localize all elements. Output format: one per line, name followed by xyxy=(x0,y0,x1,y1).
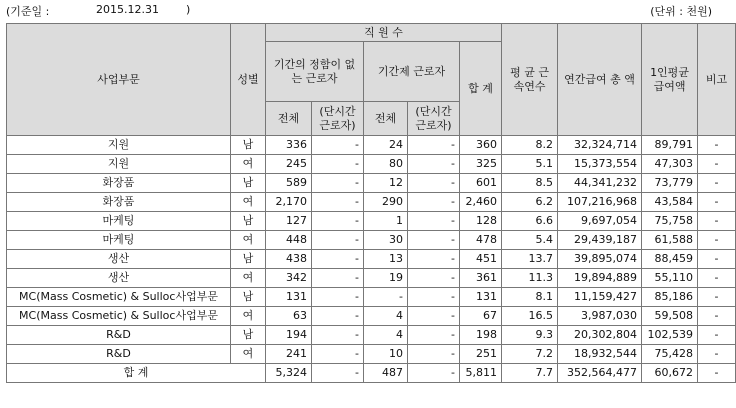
sum-cell: 2,460 xyxy=(460,193,502,212)
gender-cell: 여 xyxy=(231,269,266,288)
perm-part-cell: - xyxy=(312,231,364,250)
annual-pay-cell: 15,373,554 xyxy=(558,155,642,174)
sum-cell: 131 xyxy=(460,288,502,307)
table-row xyxy=(7,288,736,307)
perm-part-cell: - xyxy=(312,174,364,193)
remark-cell: - xyxy=(698,212,736,231)
con-total-cell: 13 xyxy=(364,250,408,269)
col-perm-part: (단시간 근로자) xyxy=(312,102,364,136)
annual-pay-cell: 29,439,187 xyxy=(558,231,642,250)
annual-pay-cell: 19,894,889 xyxy=(558,269,642,288)
con-part-cell: - xyxy=(408,250,460,269)
con-part-cell: - xyxy=(408,174,460,193)
col-division: 사업부문 xyxy=(7,24,231,136)
table-row xyxy=(7,269,736,288)
per-capita-cell: 102,539 xyxy=(642,326,698,345)
perm-part-cell: - xyxy=(312,250,364,269)
remark-cell: - xyxy=(698,345,736,364)
table-row xyxy=(7,326,736,345)
remark-cell: - xyxy=(698,326,736,345)
col-sum: 합 계 xyxy=(460,42,502,136)
avg-years-cell: 5.4 xyxy=(502,231,558,250)
gender-cell: 여 xyxy=(231,231,266,250)
total-con-part-cell: - xyxy=(408,364,460,383)
con-part-cell: - xyxy=(408,155,460,174)
con-total-cell: 4 xyxy=(364,307,408,326)
per-capita-cell: 75,428 xyxy=(642,345,698,364)
perm-part-cell: - xyxy=(312,155,364,174)
perm-total-cell: 438 xyxy=(266,250,312,269)
col-gender: 성별 xyxy=(231,24,266,136)
per-capita-cell: 89,791 xyxy=(642,136,698,155)
sum-cell: 325 xyxy=(460,155,502,174)
perm-part-cell: - xyxy=(312,326,364,345)
gender-cell: 여 xyxy=(231,193,266,212)
perm-total-cell: 342 xyxy=(266,269,312,288)
sum-cell: 128 xyxy=(460,212,502,231)
annual-pay-cell: 107,216,968 xyxy=(558,193,642,212)
col-employees: 직 원 수 xyxy=(266,24,502,42)
division-cell: 지원 xyxy=(7,136,231,155)
table-row xyxy=(7,212,736,231)
avg-years-cell: 11.3 xyxy=(502,269,558,288)
con-total-cell: 10 xyxy=(364,345,408,364)
perm-part-cell: - xyxy=(312,307,364,326)
division-cell: R&D xyxy=(7,326,231,345)
table-row xyxy=(7,231,736,250)
perm-total-cell: 245 xyxy=(266,155,312,174)
sum-cell: 67 xyxy=(460,307,502,326)
con-total-cell: 30 xyxy=(364,231,408,250)
date-value: 2015.12.31 xyxy=(96,3,159,16)
perm-total-cell: 127 xyxy=(266,212,312,231)
con-part-cell: - xyxy=(408,136,460,155)
total-avg-years-cell: 7.7 xyxy=(502,364,558,383)
per-capita-cell: 43,584 xyxy=(642,193,698,212)
gender-cell: 여 xyxy=(231,345,266,364)
con-total-cell: 12 xyxy=(364,174,408,193)
annual-pay-cell: 18,932,544 xyxy=(558,345,642,364)
col-permanent: 기간의 정함이 없는 근로자 xyxy=(266,42,364,102)
perm-part-cell: - xyxy=(312,288,364,307)
con-total-cell: 290 xyxy=(364,193,408,212)
gender-cell: 남 xyxy=(231,250,266,269)
remark-cell: - xyxy=(698,155,736,174)
total-label: 합 계 xyxy=(7,364,266,383)
con-total-cell: 1 xyxy=(364,212,408,231)
table-row xyxy=(7,136,736,155)
con-part-cell: - xyxy=(408,288,460,307)
avg-years-cell: 8.2 xyxy=(502,136,558,155)
per-capita-cell: 61,588 xyxy=(642,231,698,250)
annual-pay-cell: 3,987,030 xyxy=(558,307,642,326)
perm-total-cell: 336 xyxy=(266,136,312,155)
table-row xyxy=(7,250,736,269)
table-row xyxy=(7,193,736,212)
col-con-part: (단시간 근로자) xyxy=(408,102,460,136)
total-row xyxy=(7,364,736,383)
avg-years-cell: 6.6 xyxy=(502,212,558,231)
total-remark-cell: - xyxy=(698,364,736,383)
division-cell: 지원 xyxy=(7,155,231,174)
division-cell: 화장품 xyxy=(7,193,231,212)
col-avg-years: 평 균 근속연수 xyxy=(502,24,558,136)
date-close: ) xyxy=(186,3,191,16)
gender-cell: 남 xyxy=(231,212,266,231)
avg-years-cell: 9.3 xyxy=(502,326,558,345)
per-capita-cell: 88,459 xyxy=(642,250,698,269)
per-capita-cell: 59,508 xyxy=(642,307,698,326)
col-con-total: 전체 xyxy=(364,102,408,136)
con-part-cell: - xyxy=(408,212,460,231)
perm-total-cell: 63 xyxy=(266,307,312,326)
division-cell: 생산 xyxy=(7,269,231,288)
con-part-cell: - xyxy=(408,326,460,345)
gender-cell: 남 xyxy=(231,288,266,307)
perm-part-cell: - xyxy=(312,345,364,364)
avg-years-cell: 16.5 xyxy=(502,307,558,326)
annual-pay-cell: 39,895,074 xyxy=(558,250,642,269)
per-capita-cell: 85,186 xyxy=(642,288,698,307)
con-part-cell: - xyxy=(408,231,460,250)
gender-cell: 남 xyxy=(231,136,266,155)
unit-label: (단위 : 천원) xyxy=(650,5,712,18)
con-total-cell: 24 xyxy=(364,136,408,155)
remark-cell: - xyxy=(698,174,736,193)
remark-cell: - xyxy=(698,136,736,155)
division-cell: R&D xyxy=(7,345,231,364)
table-row xyxy=(7,345,736,364)
annual-pay-cell: 44,341,232 xyxy=(558,174,642,193)
con-part-cell: - xyxy=(408,307,460,326)
perm-part-cell: - xyxy=(312,212,364,231)
perm-part-cell: - xyxy=(312,136,364,155)
sum-cell: 361 xyxy=(460,269,502,288)
sum-cell: 198 xyxy=(460,326,502,345)
perm-part-cell: - xyxy=(312,269,364,288)
remark-cell: - xyxy=(698,307,736,326)
perm-total-cell: 241 xyxy=(266,345,312,364)
total-perm-total-cell: 5,324 xyxy=(266,364,312,383)
con-total-cell: 19 xyxy=(364,269,408,288)
perm-total-cell: 2,170 xyxy=(266,193,312,212)
per-capita-cell: 75,758 xyxy=(642,212,698,231)
total-per-capita-cell: 60,672 xyxy=(642,364,698,383)
avg-years-cell: 7.2 xyxy=(502,345,558,364)
con-total-cell: 80 xyxy=(364,155,408,174)
division-cell: 마케팅 xyxy=(7,212,231,231)
division-cell: 마케팅 xyxy=(7,231,231,250)
perm-total-cell: 131 xyxy=(266,288,312,307)
col-annual-pay: 연간급여 총 액 xyxy=(558,24,642,136)
annual-pay-cell: 9,697,054 xyxy=(558,212,642,231)
perm-part-cell: - xyxy=(312,193,364,212)
col-perm-total: 전체 xyxy=(266,102,312,136)
total-sum-cell: 5,811 xyxy=(460,364,502,383)
table-row xyxy=(7,155,736,174)
sum-cell: 601 xyxy=(460,174,502,193)
total-annual-pay-cell: 352,564,477 xyxy=(558,364,642,383)
per-capita-cell: 47,303 xyxy=(642,155,698,174)
avg-years-cell: 8.5 xyxy=(502,174,558,193)
annual-pay-cell: 11,159,427 xyxy=(558,288,642,307)
remark-cell: - xyxy=(698,231,736,250)
per-capita-cell: 73,779 xyxy=(642,174,698,193)
total-perm-part-cell: - xyxy=(312,364,364,383)
total-con-total-cell: 487 xyxy=(364,364,408,383)
division-cell: MC(Mass Cosmetic) & Sulloc사업부문 xyxy=(7,307,231,326)
gender-cell: 여 xyxy=(231,307,266,326)
con-total-cell: - xyxy=(364,288,408,307)
con-part-cell: - xyxy=(408,193,460,212)
sum-cell: 251 xyxy=(460,345,502,364)
perm-total-cell: 589 xyxy=(266,174,312,193)
employee-table xyxy=(6,23,736,383)
perm-total-cell: 194 xyxy=(266,326,312,345)
gender-cell: 남 xyxy=(231,174,266,193)
col-remarks: 비고 xyxy=(698,24,736,136)
perm-total-cell: 448 xyxy=(266,231,312,250)
remark-cell: - xyxy=(698,269,736,288)
sum-cell: 478 xyxy=(460,231,502,250)
sum-cell: 360 xyxy=(460,136,502,155)
avg-years-cell: 6.2 xyxy=(502,193,558,212)
annual-pay-cell: 32,324,714 xyxy=(558,136,642,155)
sum-cell: 451 xyxy=(460,250,502,269)
remark-cell: - xyxy=(698,250,736,269)
col-contract: 기간제 근로자 xyxy=(364,42,460,102)
avg-years-cell: 8.1 xyxy=(502,288,558,307)
per-capita-cell: 55,110 xyxy=(642,269,698,288)
remark-cell: - xyxy=(698,193,736,212)
col-per-capita: 1인평균 급여액 xyxy=(642,24,698,136)
avg-years-cell: 13.7 xyxy=(502,250,558,269)
con-part-cell: - xyxy=(408,269,460,288)
con-part-cell: - xyxy=(408,345,460,364)
annual-pay-cell: 20,302,804 xyxy=(558,326,642,345)
avg-years-cell: 5.1 xyxy=(502,155,558,174)
division-cell: 생산 xyxy=(7,250,231,269)
remark-cell: - xyxy=(698,288,736,307)
division-cell: 화장품 xyxy=(7,174,231,193)
gender-cell: 여 xyxy=(231,155,266,174)
date-label: (기준일 : xyxy=(6,5,50,18)
table-row xyxy=(7,307,736,326)
con-total-cell: 4 xyxy=(364,326,408,345)
table-row xyxy=(7,174,736,193)
division-cell: MC(Mass Cosmetic) & Sulloc사업부문 xyxy=(7,288,231,307)
gender-cell: 남 xyxy=(231,326,266,345)
